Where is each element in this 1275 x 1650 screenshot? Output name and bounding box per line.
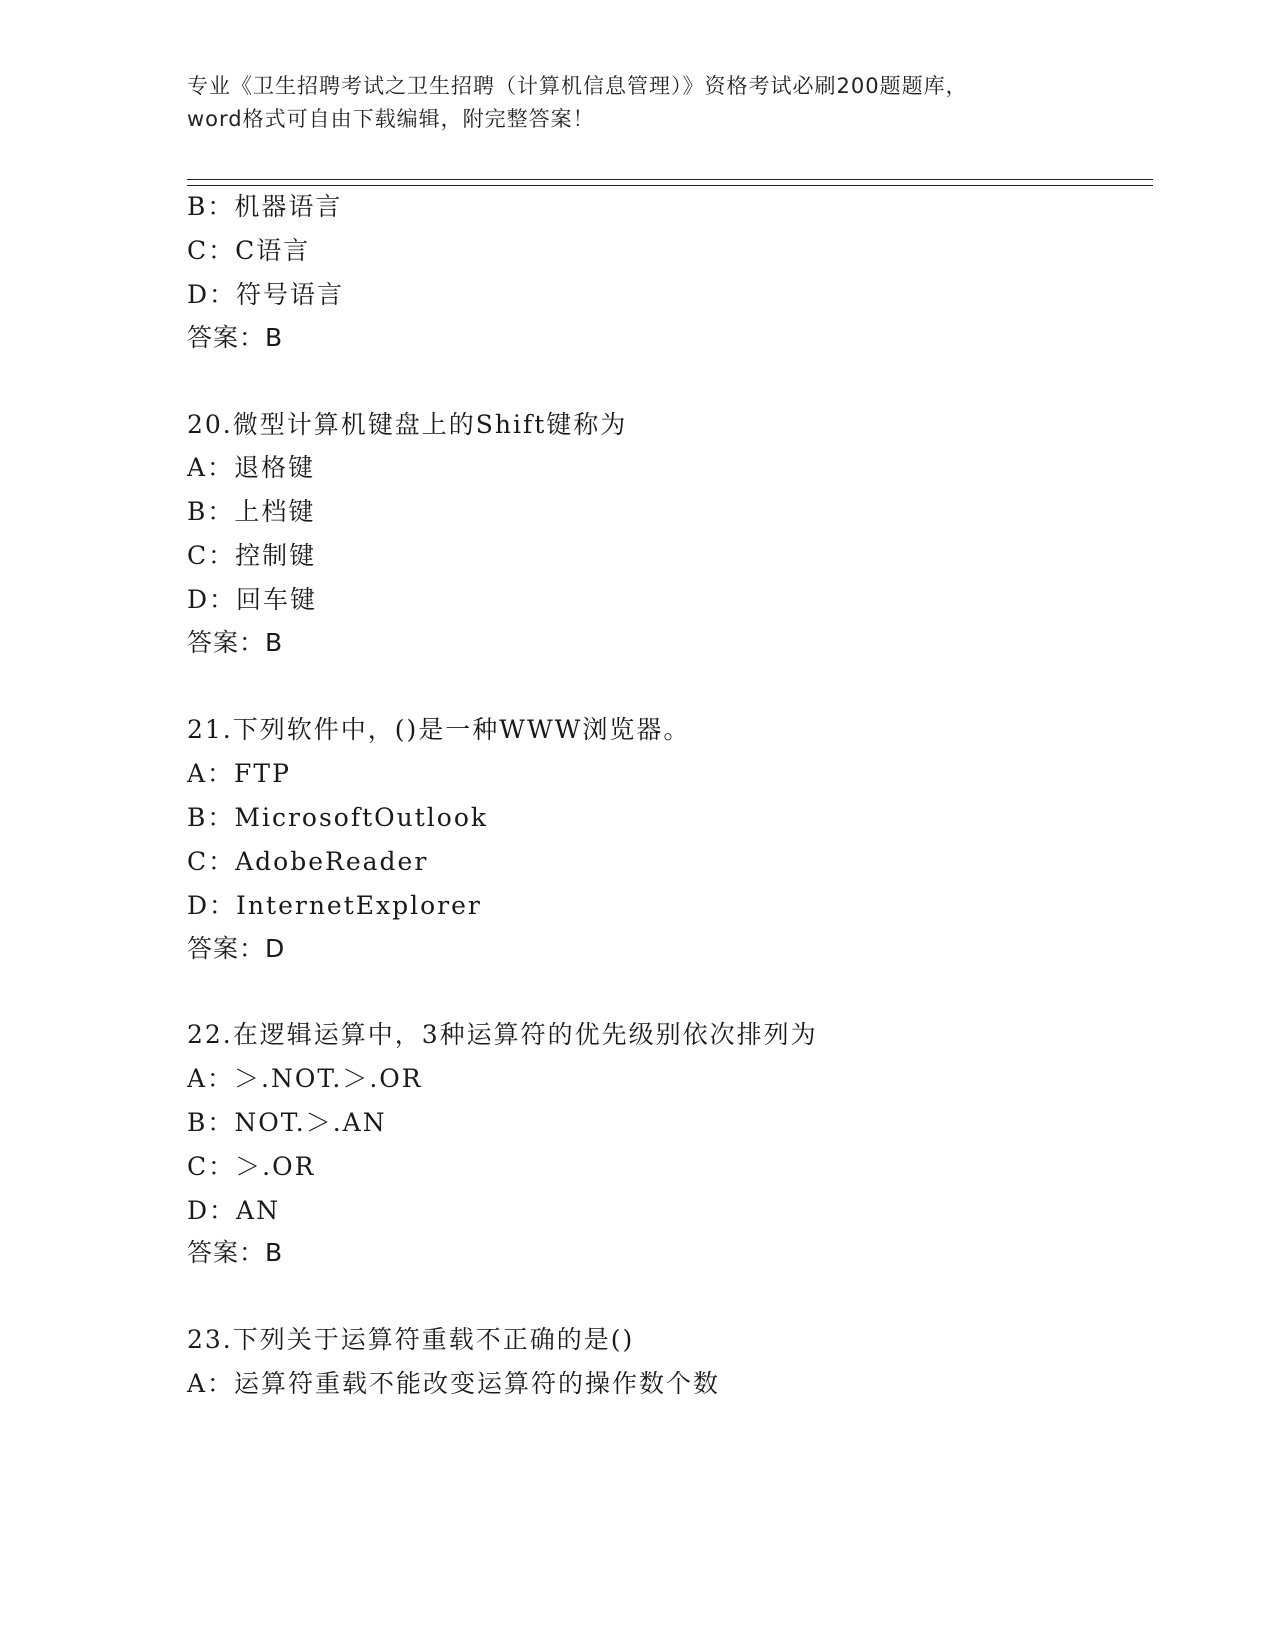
question-21-option-b: B：MicrosoftOutlook [187,803,489,832]
header-line-2: word格式可自由下载编辑，附完整答案！ [187,107,595,131]
question-22-stem: 22.在逻辑运算中，3种运算符的优先级别依次排列为 [187,1020,818,1049]
prev-answer: 答案：B [187,323,284,352]
question-21-answer: 答案：D [187,934,286,963]
prev-option-b: B：机器语言 [187,192,343,221]
question-22-option-d: D：AN [187,1196,280,1225]
question-20-stem: 20.微型计算机键盘上的Shift键称为 [187,410,628,439]
question-21-option-d: D：InternetExplorer [187,891,482,920]
question-20-answer: 答案：B [187,628,284,657]
header-line-1: 专业《卫生招聘考试之卫生招聘（计算机信息管理）》资格考试必刷200题题库， [187,74,968,98]
prev-option-c: C：C语言 [187,236,311,265]
question-20-option-b: B：上档键 [187,497,316,526]
question-20-option-a: A：退格键 [187,453,316,482]
question-22-option-b: B：NOT.＞.AN [187,1108,387,1137]
header-divider [187,179,1153,186]
question-23-stem: 23.下列关于运算符重载不正确的是() [187,1325,635,1354]
question-20-option-d: D：回车键 [187,585,318,614]
document-header [187,70,1087,136]
question-21-option-a: A：FTP [187,759,291,788]
question-21-stem: 21.下列软件中，()是一种WWW浏览器。 [187,715,691,744]
question-23-option-a: A：运算符重载不能改变运算符的操作数个数 [187,1369,721,1398]
question-22-answer: 答案：B [187,1238,284,1267]
question-22-option-c: C：＞.OR [187,1152,316,1181]
question-20-option-c: C：控制键 [187,541,317,570]
question-22-option-a: A：＞.NOT.＞.OR [187,1064,423,1093]
prev-option-d: D：符号语言 [187,280,345,309]
question-21-option-c: C：AdobeReader [187,847,429,876]
